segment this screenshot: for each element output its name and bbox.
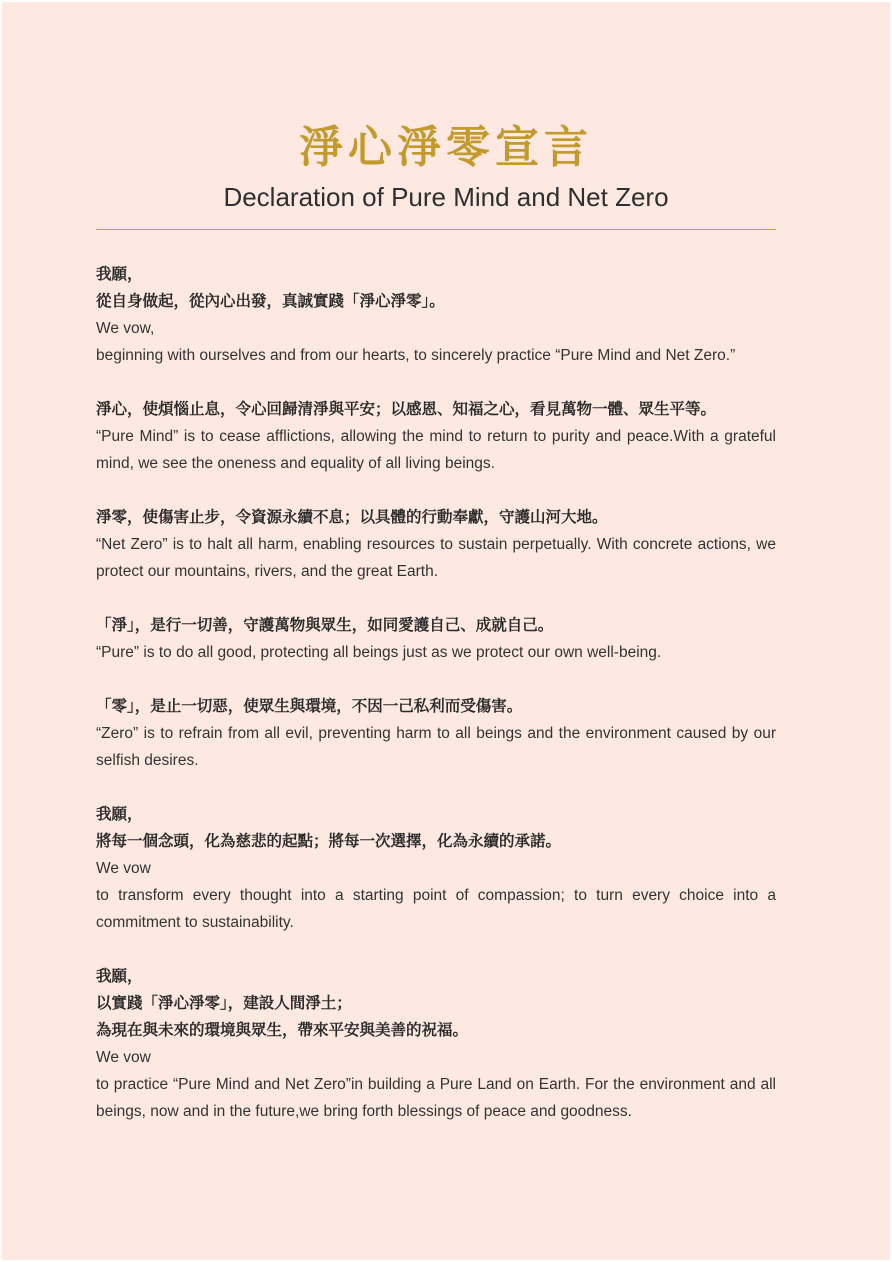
title-chinese: 淨心淨零宣言: [299, 122, 593, 173]
english-line: “Zero” is to refrain from all evil, preventing harm to all beings and the environment caused by our selfish desires.: [96, 725, 776, 769]
english-line: We vow: [96, 860, 151, 877]
title-divider: [96, 229, 776, 230]
english-line: to transform every thought into a starting point of compassion; to turn every choice into a commitment to sustainability.: [96, 887, 776, 931]
english-line: “Pure” is to do all good, protecting all beings just as we protect our own well-being.: [96, 644, 662, 661]
paragraph-4: [96, 612, 776, 666]
chinese-line: 我願，: [96, 265, 143, 283]
english-line: We vow: [96, 1049, 151, 1066]
english-line: “Net Zero” is to halt all harm, enabling resources to sustain perpetually. With concrete actions, we protect our mountains, rivers, and the great Earth.: [96, 536, 776, 580]
paragraph-3: [96, 504, 776, 585]
english-line: We vow,: [96, 320, 155, 337]
chinese-line: 為現在與未來的環境與眾生，帶來平安與美善的祝福。: [96, 1021, 469, 1039]
declaration-body: [96, 261, 776, 1152]
chinese-line: 我願，: [96, 967, 143, 985]
chinese-line: 淨零，使傷害止步，令資源永續不息；以具體的行動奉獻，守護山河大地。: [96, 508, 608, 526]
paragraph-2: [96, 396, 776, 477]
english-line: “Pure Mind” is to cease afflictions, allowing the mind to return to purity and peace.With a grateful mind, we see the oneness and equality of all living beings.: [96, 428, 776, 472]
declaration-page: [2, 2, 890, 1260]
chinese-line: 以實踐「淨心淨零」，建設人間淨土；: [96, 994, 352, 1012]
chinese-line: 我願，: [96, 805, 143, 823]
chinese-line: 「淨」，是行一切善，守護萬物與眾生，如同愛護自己、成就自己。: [96, 616, 554, 634]
english-line: to practice “Pure Mind and Net Zero”in building a Pure Land on Earth. For the environment and all beings, now and in the future,we bring forth blessings of peace and goodness.: [96, 1076, 776, 1120]
chinese-line: 從自身做起，從內心出發，真誠實踐「淨心淨零」。: [96, 292, 445, 310]
title-english: Declaration of Pure Mind and Net Zero: [223, 182, 669, 212]
paragraph-6: [96, 801, 776, 936]
paragraph-5: [96, 693, 776, 774]
paragraph-1: [96, 261, 776, 369]
english-line: beginning with ourselves and from our hearts, to sincerely practice “Pure Mind and Net Zero.”: [96, 347, 736, 364]
chinese-line: 「零」，是止一切惡，使眾生與環境，不因一己私利而受傷害。: [96, 697, 523, 715]
chinese-line: 將每一個念頭，化為慈悲的起點；將每一次選擇，化為永續的承諾。: [96, 832, 562, 850]
chinese-line: 淨心，使煩惱止息，令心回歸清淨與平安；以感恩、知福之心，看見萬物一體、眾生平等。: [96, 400, 717, 418]
paragraph-7: [96, 963, 776, 1125]
